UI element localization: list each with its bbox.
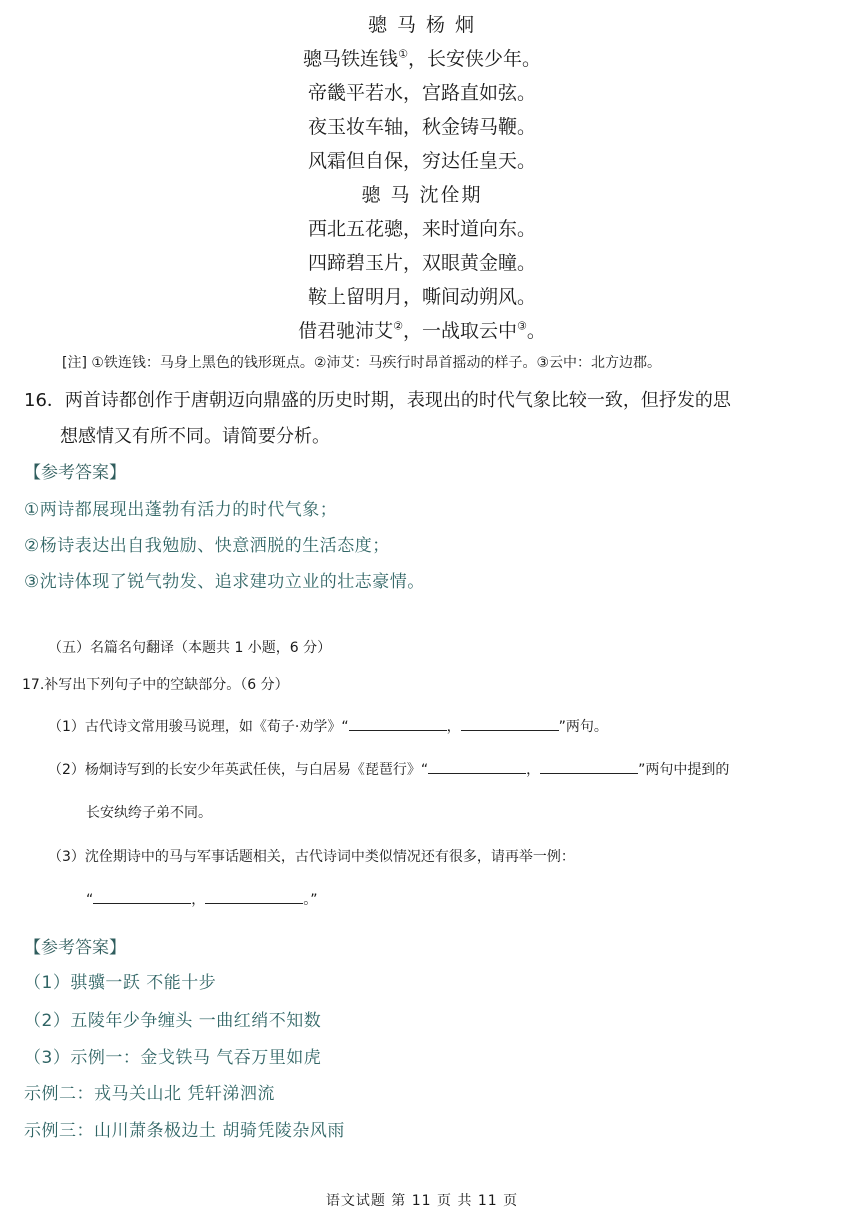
fill-blank[interactable]	[461, 716, 559, 731]
question-17-part-2-cont: 长安纨绔子弟不同。	[86, 805, 212, 821]
answer-17-item-5: 示例三：山川萧条极边土 胡骑凭陵杂风雨	[24, 1121, 345, 1141]
poem1-line-3: 夜玉妆车轴，秋金铸马鞭。	[307, 116, 536, 138]
section-5-heading: （五）名篇名句翻译（本题共 1 小题，6 分）	[48, 640, 332, 656]
question-17-part-3-blanks: “ ， 。”	[86, 889, 318, 909]
fill-blank[interactable]	[93, 889, 191, 904]
answer-16-item-3: ③沈诗体现了锐气勃发、追求建功立业的壮志豪情。	[24, 572, 425, 592]
poem2-line-3: 鞍上留明月，嘶间动朔风。	[307, 286, 536, 308]
answer-17-item-3: （3）示例一：金戈铁马 气吞万里如虎	[24, 1048, 322, 1068]
poem2-line-1: 西北五花骢，来时道向东。	[307, 218, 536, 240]
poem1-line-4: 风霜但自保，穷达任皇天。	[307, 150, 536, 172]
answer-17-item-1: （1）骐骥一跃 不能十步	[24, 973, 217, 993]
fill-blank[interactable]	[205, 889, 303, 904]
question-16-line-2: 想感情又有所不同。请简要分析。	[60, 426, 330, 447]
fill-blank[interactable]	[349, 716, 447, 731]
answer-16-heading: 【参考答案】	[24, 463, 126, 483]
poem2-line-2: 四蹄碧玉片，双眼黄金瞳。	[307, 252, 536, 274]
answer-16-item-2: ②杨诗表达出自我勉励、快意洒脱的生活态度；	[24, 536, 390, 556]
fill-blank[interactable]	[540, 759, 638, 774]
poem1-line-2: 帝畿平若水，宫路直如弦。	[307, 82, 536, 104]
page-footer: 语文试题 第 11 页 共 11 页	[325, 1193, 519, 1209]
poem2-title: 骢 马 沈佺期	[361, 184, 483, 206]
fill-blank[interactable]	[428, 759, 526, 774]
answer-17-item-2: （2）五陵年少争缠头 一曲红绡不知数	[24, 1011, 322, 1031]
question-17-part-1: （1）古代诗文常用骏马说理，如《荀子·劝学》“ ， ”两句。	[48, 716, 608, 736]
question-17-stem: 17.补写出下列句子中的空缺部分。（6 分）	[22, 677, 289, 693]
poem-note: [注] ①铁连钱：马身上黑色的钱形斑点。②沛艾：马疾行时昂首摇动的样子。③云中：北方边郡。	[62, 355, 662, 371]
question-17-part-2: （2）杨炯诗写到的长安少年英武任侠，与白居易《琵琶行》“ ， ”两句中提到的	[48, 759, 729, 779]
answer-17-item-4: 示例二：戎马关山北 凭轩涕泗流	[24, 1084, 275, 1104]
question-16-line-1: 16．两首诗都创作于唐朝迈向鼎盛的历史时期，表现出的时代气象比较一致，但抒发的思	[24, 390, 731, 411]
poem1-line-1: 骢马铁连钱①，长安侠少年。	[303, 47, 541, 70]
answer-17-heading: 【参考答案】	[24, 938, 126, 958]
poem1-title: 骢 马 杨 炯	[367, 14, 477, 36]
poem2-line-4: 借君驰沛艾②，一战取云中③。	[298, 319, 546, 342]
question-17-part-3: （3）沈佺期诗中的马与军事话题相关，古代诗词中类似情况还有很多，请再举一例：	[48, 849, 575, 865]
answer-16-item-1: ①两诗都展现出蓬勃有活力的时代气象；	[24, 500, 338, 520]
